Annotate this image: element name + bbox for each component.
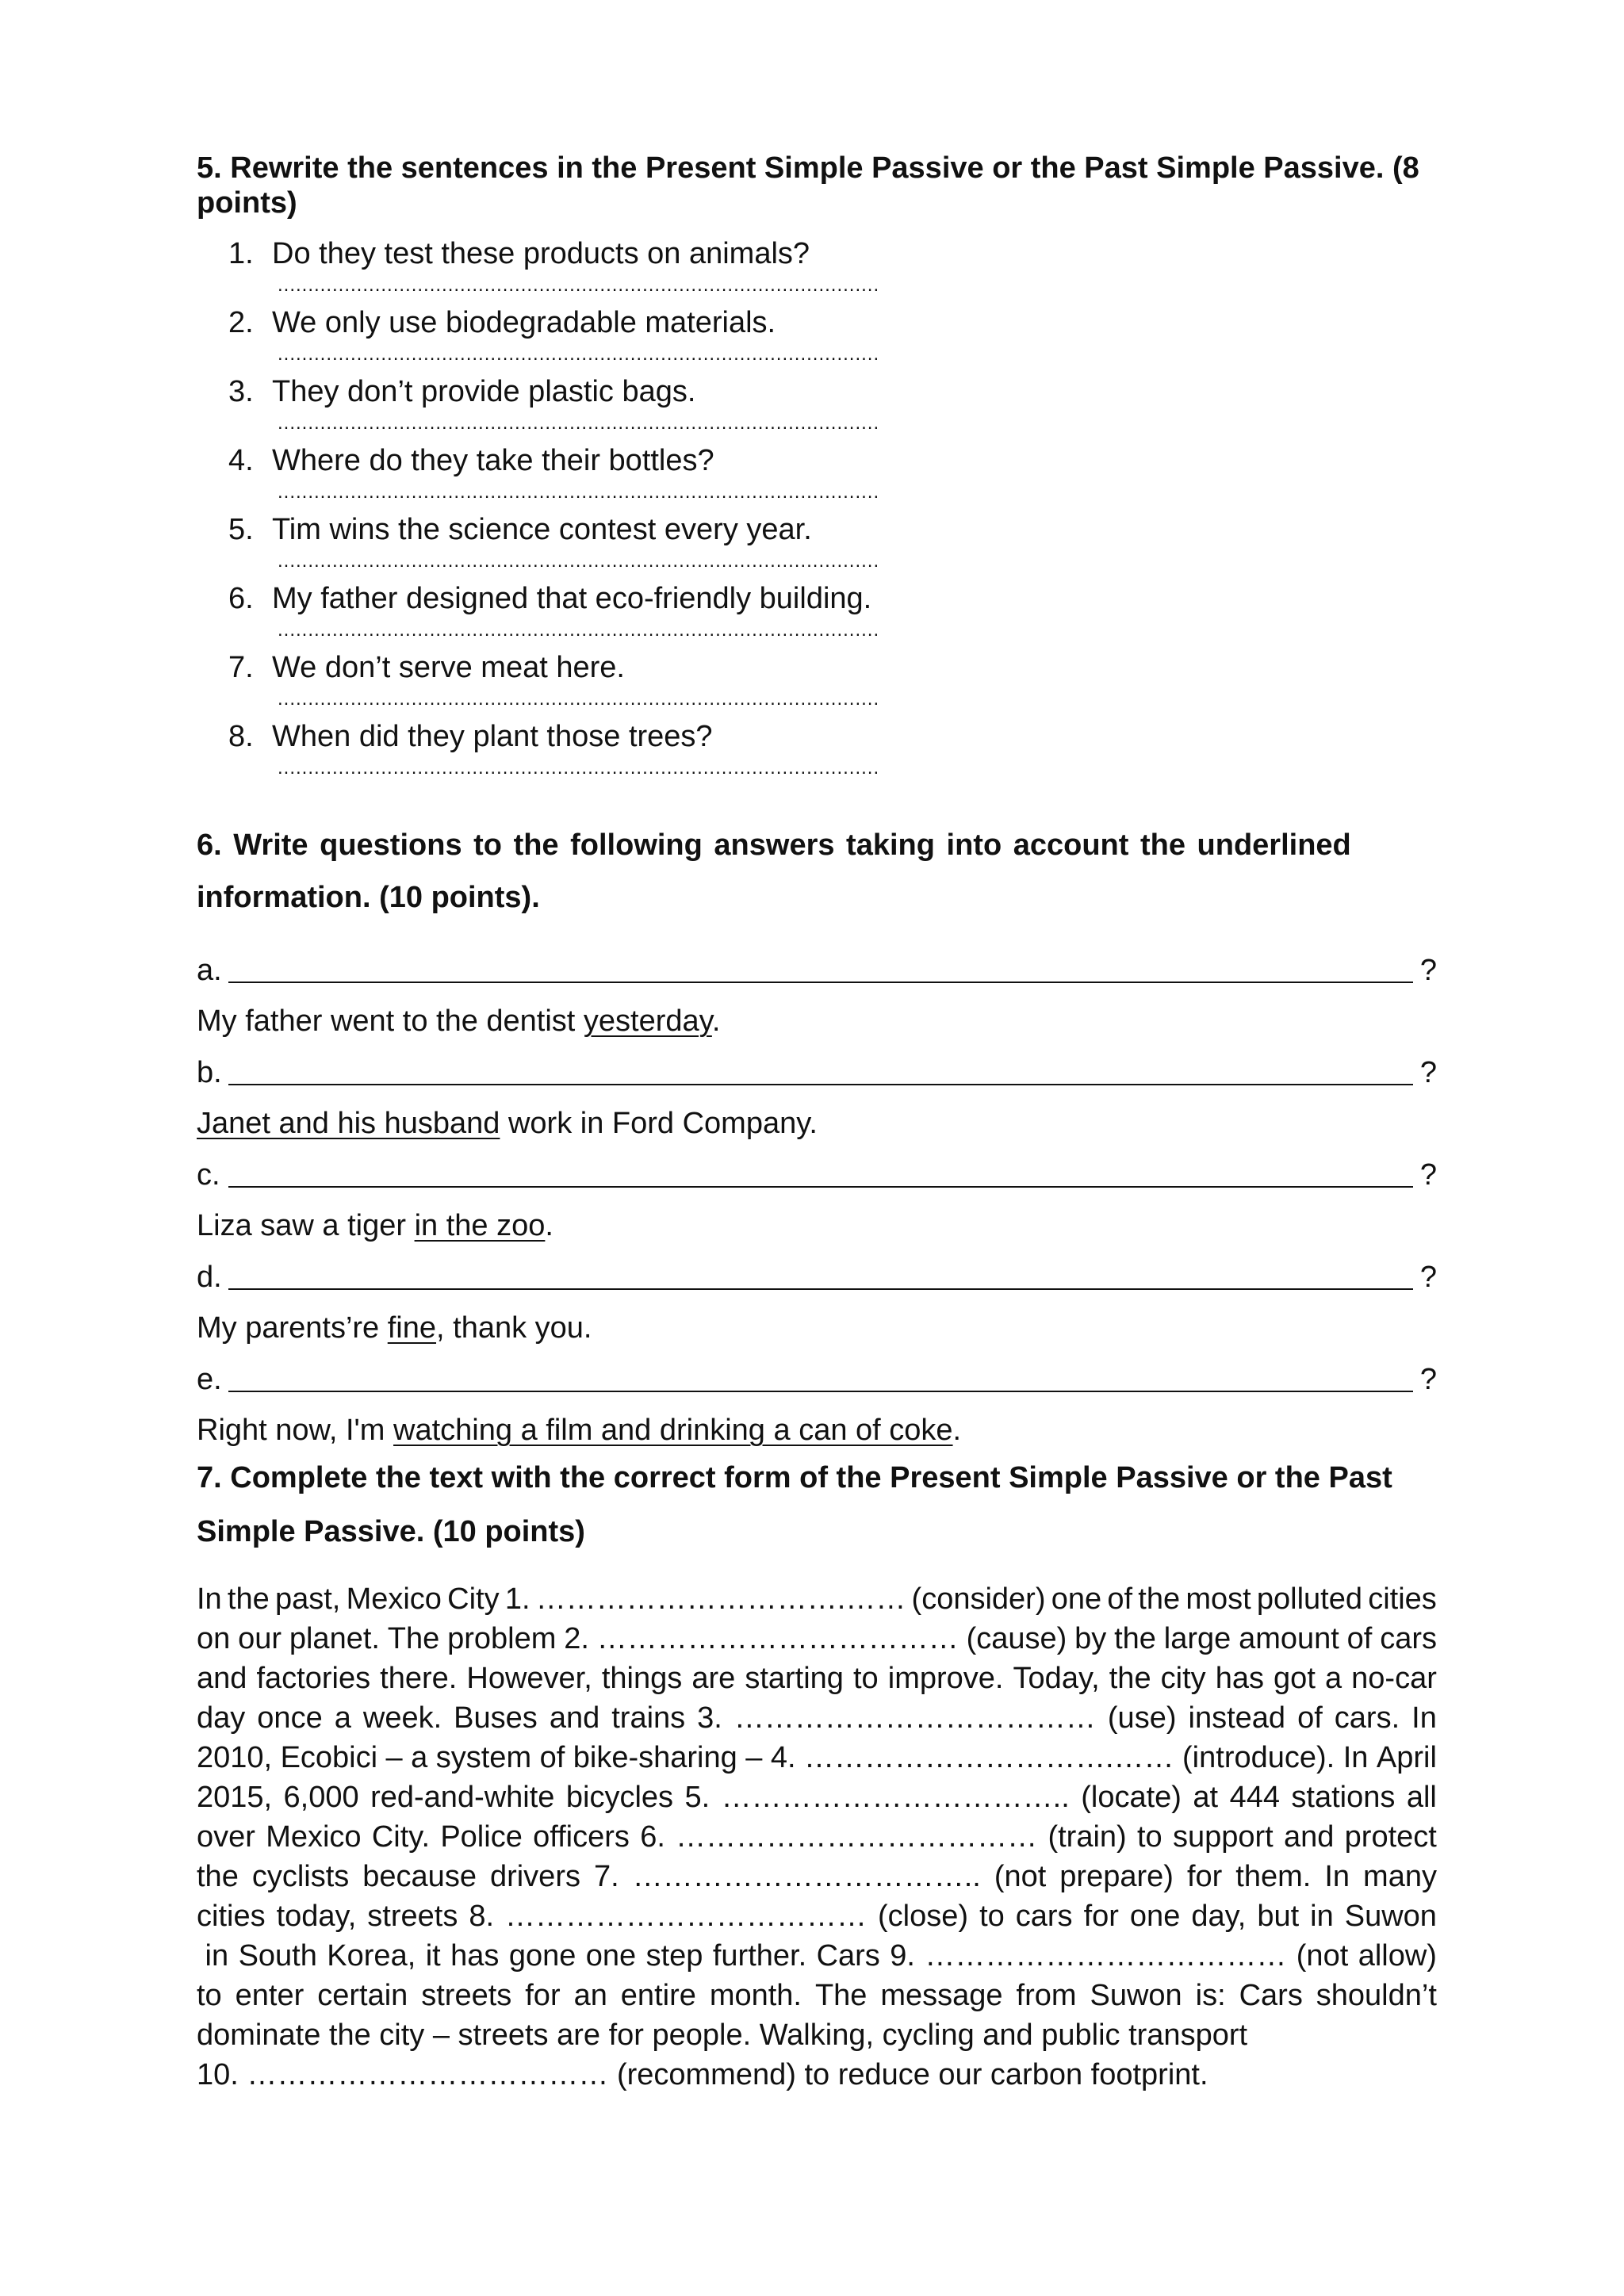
answer-text: work in Ford Company. xyxy=(500,1107,818,1140)
exercise-number: 8. xyxy=(228,720,254,753)
paragraph-line: in South Korea, it has gone one step further. Cars 9. ……………………………… (not allow) xyxy=(197,1939,1437,1973)
answer-text: My parents’re xyxy=(197,1311,388,1345)
underlined-info: watching a film and drinking a can of coke xyxy=(393,1414,953,1447)
section7-title-line2: Simple Passive. (10 points) xyxy=(197,1515,585,1548)
answer-text: . xyxy=(952,1414,962,1447)
answer-text: . xyxy=(545,1209,553,1242)
paragraph-line: the cyclists because drivers 7. …………………………….. (not prepare) for them. In many xyxy=(197,1860,1437,1893)
answer-dotted-line[interactable]: ................................................................................................... xyxy=(278,412,880,434)
section7-paragraph xyxy=(197,1579,1437,2095)
question-row xyxy=(197,1362,1437,1397)
question-answer-line[interactable] xyxy=(228,1288,1413,1290)
exercise-number: 7. xyxy=(228,651,254,684)
question-mark: ? xyxy=(1419,1158,1437,1192)
section5-title-line1: 5. Rewrite the sentences in the Present Simple Passive or the Past Simple Passive. (8 xyxy=(197,151,1419,185)
paragraph-line: over Mexico City. Police officers 6. ……………………………… (train) to support and protect xyxy=(197,1820,1437,1854)
section6-title-line1: 6. Write questions to the following answers taking into account the underlined xyxy=(197,828,1351,862)
answer-dotted-line[interactable]: ................................................................................................... xyxy=(278,550,880,572)
question-row xyxy=(197,953,1437,988)
paragraph-line: to enter certain streets for an entire month. The message from Suwon is: Cars shouldn’t xyxy=(197,1979,1437,2012)
answer-text: My father went to the dentist xyxy=(197,1004,584,1038)
exercise-sentence: Where do they take their bottles? xyxy=(272,444,714,477)
given-answer xyxy=(197,1004,720,1039)
paragraph-line: 2015, 6,000 red-and-white bicycles 5. …………………………….. (locate) at 444 stations all xyxy=(197,1781,1437,1814)
given-answer xyxy=(197,1311,592,1345)
answer-dotted-line[interactable]: ................................................................................................... xyxy=(278,274,880,296)
exercise-number: 4. xyxy=(228,444,254,477)
exercise-number: 3. xyxy=(228,375,254,408)
answer-text: Liza saw a tiger xyxy=(197,1209,415,1242)
exercise-number: 1. xyxy=(228,237,254,270)
question-mark: ? xyxy=(1419,1363,1437,1396)
paragraph-line: cities today, streets 8. ……………………………… (close) to cars for one day, but in Suwon xyxy=(197,1900,1437,1933)
paragraph-line: 10. ……………………………… (recommend) to reduce our carbon footprint. xyxy=(197,2058,1208,2091)
paragraph-line: on our planet. The problem 2. ……………………………… (cause) by the large amount of cars xyxy=(197,1622,1437,1655)
question-label: d. xyxy=(197,1261,222,1294)
question-answer-line[interactable] xyxy=(228,982,1413,983)
answer-dotted-line[interactable]: ................................................................................................... xyxy=(278,757,880,779)
answer-dotted-line[interactable]: ................................................................................................... xyxy=(278,481,880,503)
paragraph-line: and factories there. However, things are starting to improve. Today, the city has got a no-car xyxy=(197,1662,1437,1695)
section7-title-line1: 7. Complete the text with the correct form of the Present Simple Passive or the Past xyxy=(197,1461,1392,1494)
exercise-sentence: We only use biodegradable materials. xyxy=(272,306,776,339)
question-mark: ? xyxy=(1419,954,1437,987)
question-answer-line[interactable] xyxy=(228,1391,1413,1392)
answer-text: . xyxy=(711,1004,721,1038)
paragraph-line: day once a week. Buses and trains 3. ……………………………… (use) instead of cars. In xyxy=(197,1701,1437,1735)
paragraph-line: In the past, Mexico City 1. ………………………….…… (consider) one of the most polluted cities xyxy=(197,1582,1437,1616)
question-label: a. xyxy=(197,954,222,987)
answer-text: Right now, I'm xyxy=(197,1414,394,1447)
question-row xyxy=(197,1055,1437,1090)
exercise-sentence: When did they plant those trees? xyxy=(272,720,713,753)
answer-dotted-line[interactable]: ................................................................................................... xyxy=(278,343,880,365)
section5-title-line2: points) xyxy=(197,186,297,220)
question-mark: ? xyxy=(1419,1261,1437,1294)
answer-dotted-line[interactable]: ................................................................................................... xyxy=(278,619,880,641)
question-row xyxy=(197,1158,1437,1192)
exercise-sentence: They don’t provide plastic bags. xyxy=(272,375,696,408)
question-answer-line[interactable] xyxy=(228,1084,1413,1085)
answer-dotted-line[interactable]: ................................................................................................... xyxy=(278,688,880,710)
given-answer xyxy=(197,1106,818,1141)
question-answer-line[interactable] xyxy=(228,1186,1413,1188)
question-label: e. xyxy=(197,1363,222,1396)
question-label: b. xyxy=(197,1056,222,1089)
exercise-number: 6. xyxy=(228,582,254,615)
answer-text: , thank you. xyxy=(436,1311,592,1345)
question-mark: ? xyxy=(1419,1056,1437,1089)
given-answer xyxy=(197,1208,553,1243)
underlined-info: fine xyxy=(387,1311,437,1345)
underlined-info: Janet and his husband xyxy=(197,1107,500,1140)
question-label: c. xyxy=(197,1158,220,1192)
paragraph-line: 2010, Ecobici – a system of bike-sharing – 4. ………………………….…… (introduce). In April xyxy=(197,1741,1437,1774)
exercise-sentence: Tim wins the science contest every year. xyxy=(272,513,812,546)
exercise-sentence: My father designed that eco-friendly building. xyxy=(272,582,872,615)
exercise-sentence: Do they test these products on animals? xyxy=(272,237,810,270)
exercise-number: 2. xyxy=(228,306,254,339)
paragraph-line: dominate the city – streets are for people. Walking, cycling and public transport xyxy=(197,2019,1248,2052)
question-row xyxy=(197,1260,1437,1295)
exercise-sentence: We don’t serve meat here. xyxy=(272,651,625,684)
exercise-number: 5. xyxy=(228,513,254,546)
underlined-info: in the zoo xyxy=(414,1209,546,1242)
section6-title-line2: information. (10 points). xyxy=(197,881,540,914)
given-answer xyxy=(197,1413,961,1448)
underlined-info: yesterday xyxy=(583,1004,712,1038)
